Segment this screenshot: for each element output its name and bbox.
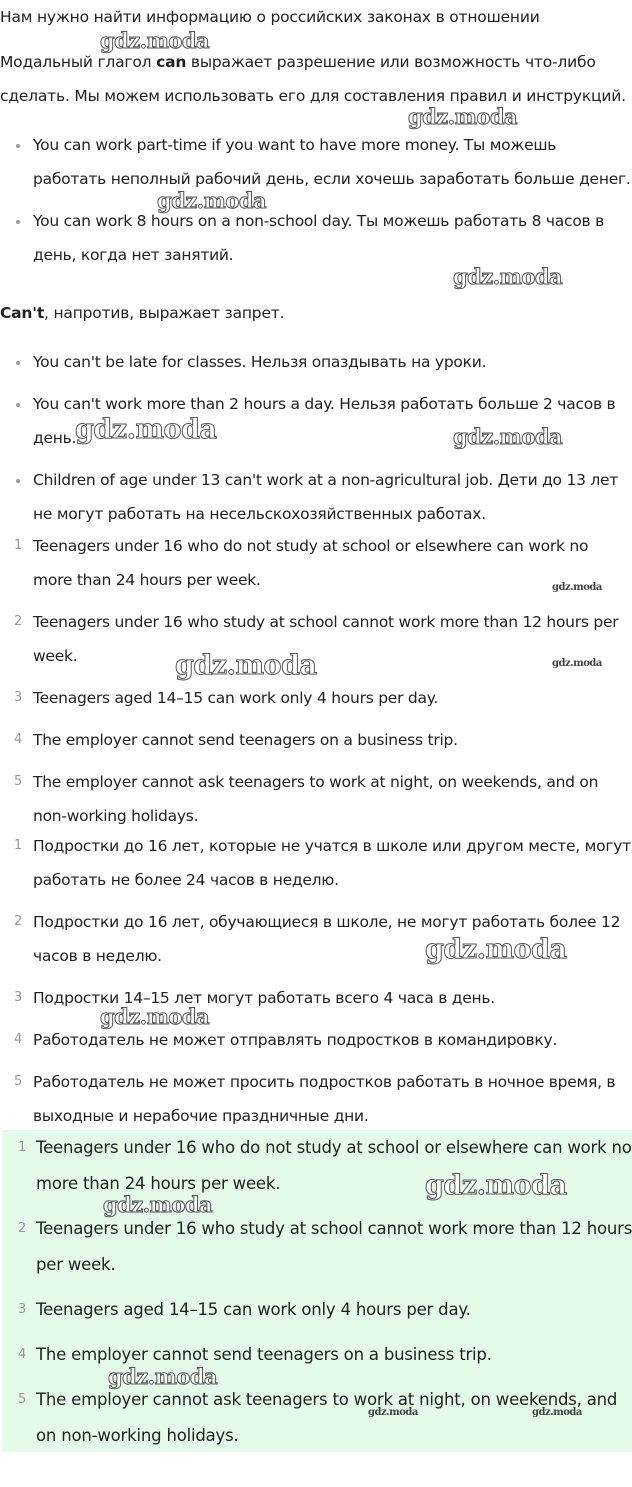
can-keyword: can <box>156 53 187 71</box>
watermark: gdz.moda <box>75 414 217 445</box>
list-item <box>2 1130 632 1202</box>
item-text: Teenagers under 16 who study at school cannot work more than 12 hours per week. <box>36 1219 632 1274</box>
watermark: gdz.moda <box>108 1364 218 1389</box>
item-text: Подростки 14–15 лет могут работать всего 4 часа в день. <box>33 989 495 1007</box>
english-rules-list <box>0 529 632 833</box>
answer-box <box>2 1130 632 1452</box>
list-item <box>0 905 632 973</box>
item-text: The employer cannot ask teenagers to work at night, on weekends, and on non-working holidays. <box>33 773 599 825</box>
cant-paragraph <box>0 296 630 330</box>
modal-text-before: Модальный глагол <box>0 53 157 71</box>
watermark: gdz.moda <box>100 1004 210 1029</box>
item-text: Teenagers aged 14–15 can work only 4 hours per day. <box>33 689 439 707</box>
list-item <box>2 1337 632 1373</box>
item-number: 3 <box>14 690 23 705</box>
watermark: gdz.moda <box>425 1170 567 1201</box>
item-number: 1 <box>18 1140 27 1155</box>
watermark: gdz.moda <box>100 28 210 53</box>
modal-text-after: выражает разрешение или возможность что-либо сделать. Мы можем использовать его для составления правил и инструкций. <box>0 53 626 105</box>
can-examples-list <box>0 128 632 272</box>
list-item <box>0 829 632 897</box>
watermark: gdz.moda <box>552 582 602 593</box>
intro-line: Нам нужно найти информацию о российских законах в отношении <box>0 8 540 26</box>
watermark: gdz.moda <box>425 934 567 965</box>
item-number: 4 <box>14 732 23 747</box>
list-item: You can work 8 hours on a non-school day. Ты можешь работать 8 часов в день, когда нет занятий. <box>0 204 632 272</box>
item-text: The employer cannot send teenagers on a business trip. <box>36 1345 492 1364</box>
item-text: Teenagers under 16 who do not study at school or elsewhere can work no more than 24 hours per week. <box>33 537 589 589</box>
list-item <box>2 1292 632 1328</box>
list-item <box>2 1211 632 1283</box>
item-text: The employer cannot send teenagers on a business trip. <box>33 731 458 749</box>
list-item <box>2 1382 632 1454</box>
item-number: 4 <box>18 1347 27 1362</box>
watermark: gdz.moda <box>453 424 563 449</box>
item-text: Подростки до 16 лет, которые не учатся в школе или другом месте, могут работать не более 24 часов в неделю. <box>33 837 631 889</box>
watermark: gdz.moda <box>552 658 602 669</box>
cant-examples-list <box>0 345 632 531</box>
item-number: 5 <box>14 1074 23 1089</box>
item-number: 2 <box>14 614 23 629</box>
watermark: gdz.moda <box>157 188 267 213</box>
cant-text-after: , напротив, выражает запрет. <box>44 304 285 322</box>
list-item <box>0 723 632 757</box>
item-number: 2 <box>14 914 23 929</box>
item-text: Работодатель не может отправлять подростков в командировку. <box>33 1031 558 1049</box>
list-item: You can work part-time if you want to have more money. Ты можешь работать неполный рабочий день, если хочешь заработать больше денег. <box>0 128 632 196</box>
list-item <box>0 981 632 1015</box>
item-number: 4 <box>14 1032 23 1047</box>
item-text: The employer cannot ask teenagers to work at night, on weekends, and on non-working holidays. <box>36 1390 618 1445</box>
watermark: gdz.moda <box>453 264 563 289</box>
watermark: gdz.moda <box>532 1407 582 1418</box>
watermark: gdz.moda <box>368 1407 418 1418</box>
item-number: 5 <box>14 774 23 789</box>
item-number: 1 <box>14 538 23 553</box>
watermark: gdz.moda <box>408 104 518 129</box>
item-number: 1 <box>14 838 23 853</box>
list-item <box>0 765 632 833</box>
cant-keyword: Can't <box>0 304 45 322</box>
list-item <box>0 681 632 715</box>
item-text: Подростки до 16 лет, обучающиеся в школе, не могут работать более 12 часов в неделю. <box>33 913 621 965</box>
list-item <box>0 529 632 597</box>
list-item: You can't work more than 2 hours a day. Нельзя работать больше 2 часов в день. <box>0 387 632 455</box>
item-text: Teenagers under 16 who do not study at school or elsewhere can work no more than 24 hours per week. <box>36 1138 632 1193</box>
item-text: Teenagers aged 14–15 can work only 4 hours per day. <box>36 1300 471 1319</box>
watermark: gdz.moda <box>175 650 317 681</box>
item-text: Teenagers under 16 who study at school cannot work more than 12 hours per week. <box>33 613 619 665</box>
item-number: 3 <box>14 990 23 1005</box>
list-item <box>0 1065 632 1133</box>
modal-can-paragraph <box>0 45 630 113</box>
item-number: 2 <box>18 1221 27 1236</box>
answer-rules-list <box>2 1130 632 1454</box>
list-item: You can't be late for classes. Нельзя опаздывать на уроки. <box>0 345 632 379</box>
item-text: Работодатель не может просить подростков работать в ночное время, в выходные и нерабочие праздничные дни. <box>33 1073 616 1125</box>
russian-rules-list <box>0 829 632 1133</box>
watermark: gdz.moda <box>103 1192 213 1217</box>
item-number: 5 <box>18 1392 27 1407</box>
list-item <box>0 1023 632 1057</box>
item-number: 3 <box>18 1302 27 1317</box>
list-item: Children of age under 13 can't work at a non-agricultural job. Дети до 13 лет не могут работать на несельскохозяйственных работах. <box>0 463 632 531</box>
list-item <box>0 605 632 673</box>
